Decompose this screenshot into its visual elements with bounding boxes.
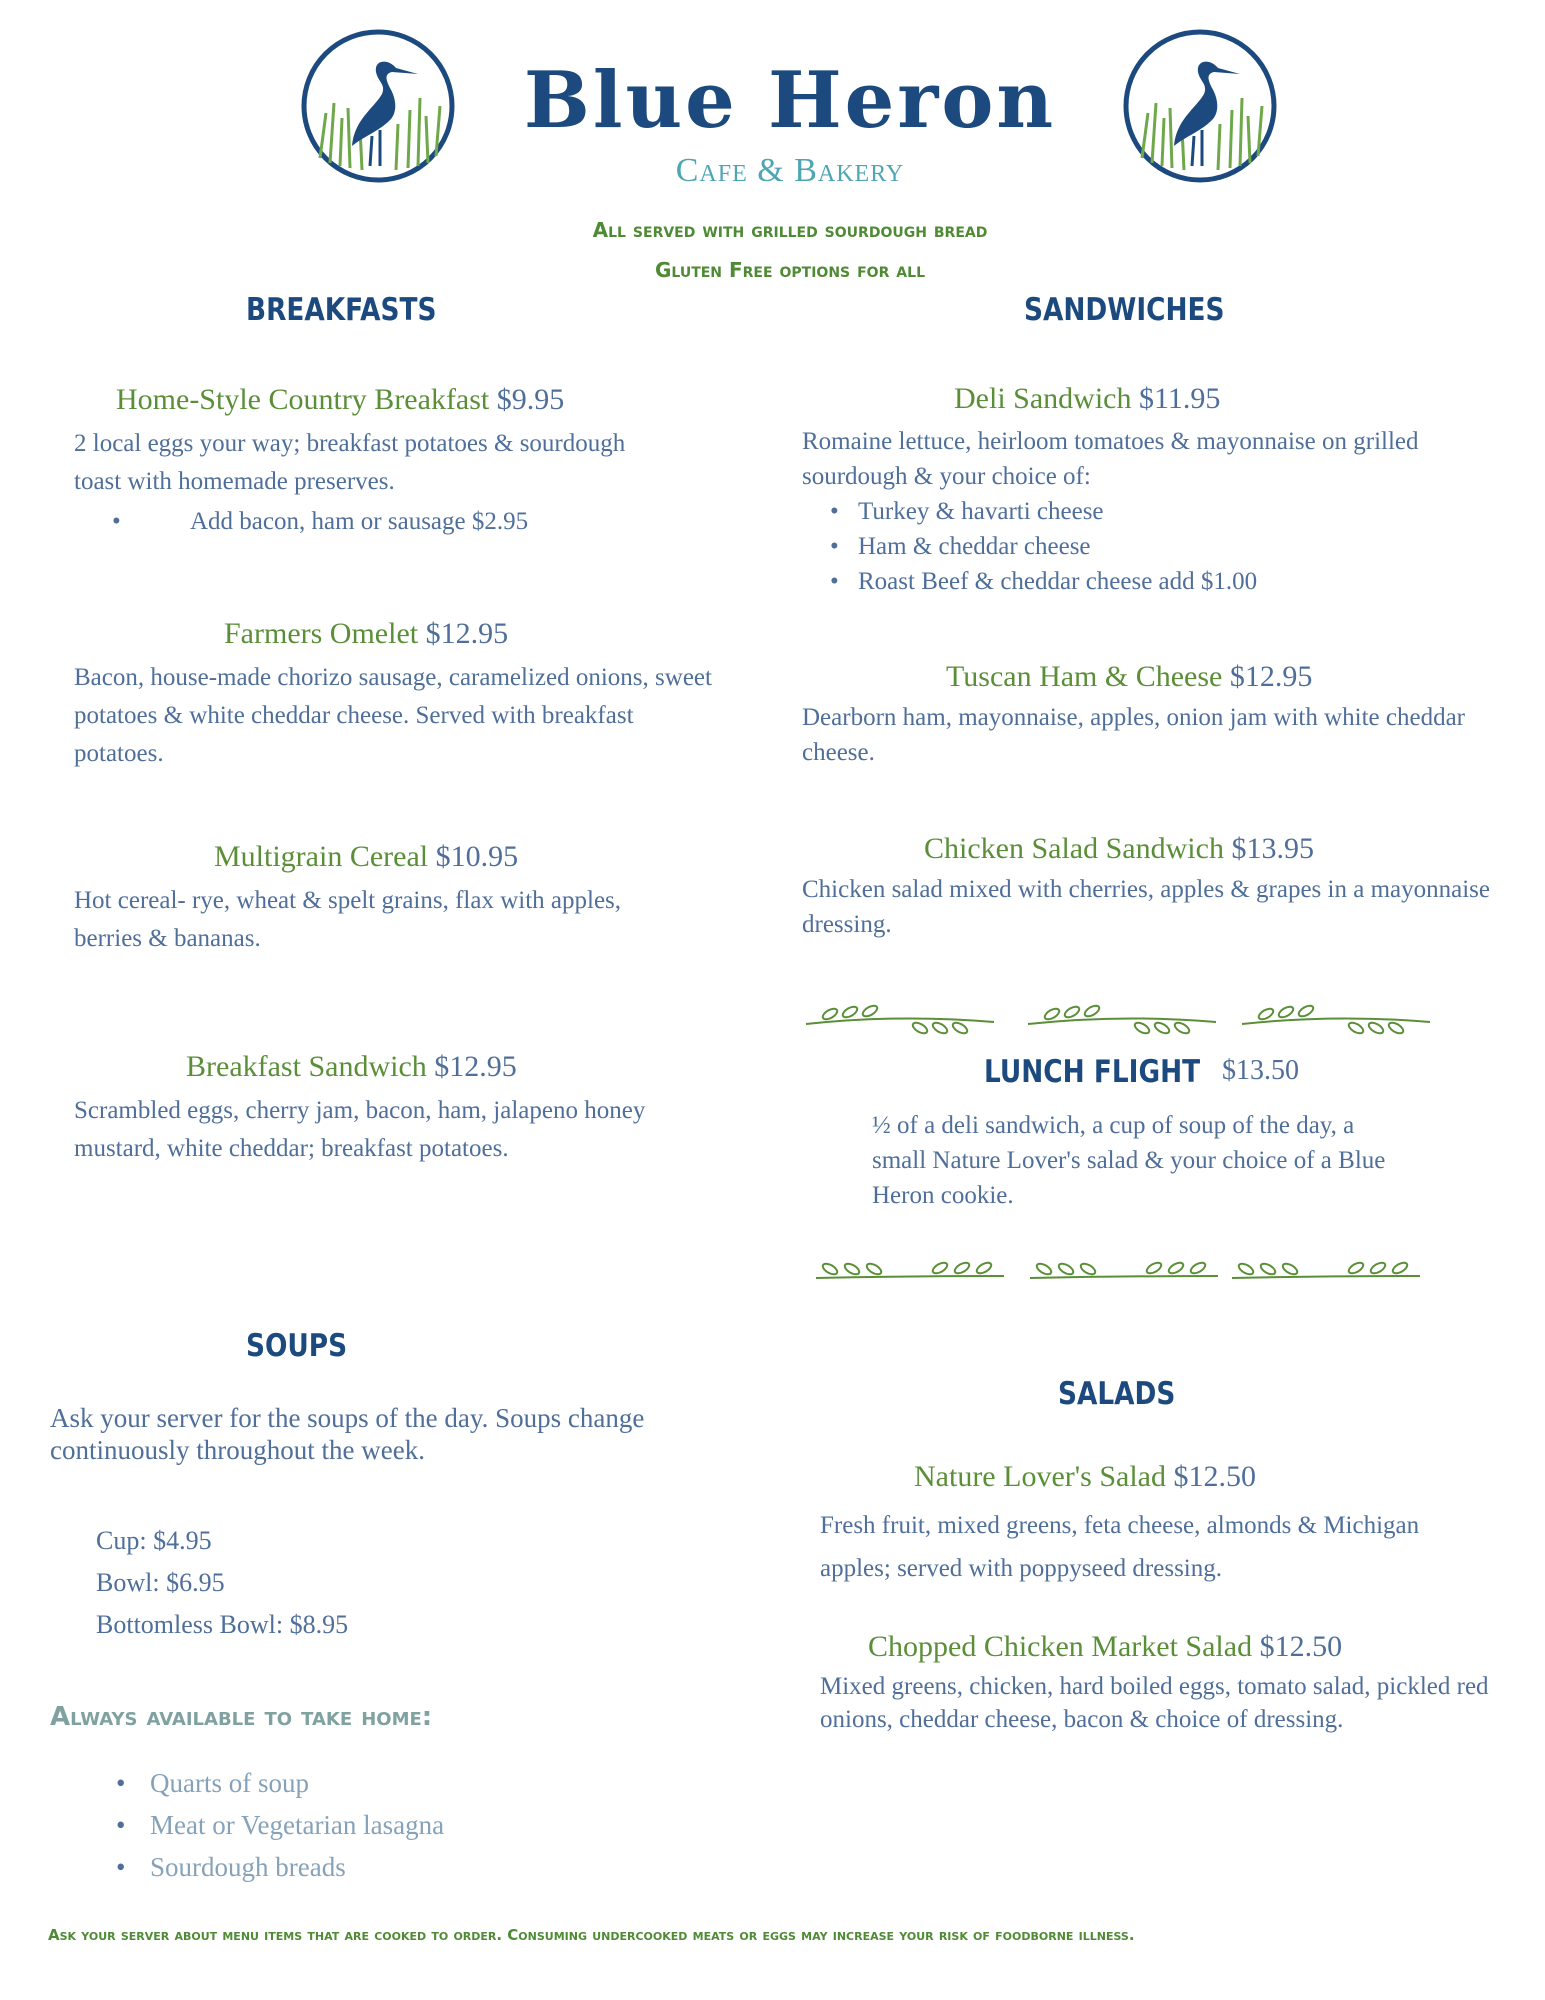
item-description: Hot cereal- rye, wheat & spelt grains, flax with apples, berries & bananas. <box>74 887 622 952</box>
leaf-vine-icon <box>1236 1000 1436 1036</box>
brand-subtitle: Cafe & Bakery <box>675 152 905 189</box>
soup-size-list <box>96 1520 596 1646</box>
soups-heading: SOUPS <box>246 1328 348 1364</box>
item-name: Home-Style Country Breakfast <box>116 383 490 416</box>
soup-size: Bottomless Bowl: $8.95 <box>96 1610 349 1639</box>
item-price: $12.50 <box>1173 1460 1256 1493</box>
lunch-flight-price: $13.50 <box>1222 1055 1299 1086</box>
item-name: Deli Sandwich <box>954 382 1132 415</box>
item-description: Dearborn ham, mayonnaise, apples, onion jam with white cheddar cheese. <box>802 704 1466 766</box>
item-price: $13.95 <box>1231 832 1314 865</box>
item-description: Bacon, house-made chorizo sausage, caramelized onions, sweet potatoes & white cheddar cheese. Served with breakfast potatoes. <box>74 664 712 767</box>
item-price: $9.95 <box>496 383 565 416</box>
tagline-gluten-free: Gluten Free options for all <box>654 258 925 282</box>
leaf-vine-icon <box>1022 1000 1222 1036</box>
item-name: Tuscan Ham & Cheese <box>946 660 1223 693</box>
leaf-vine-icon <box>810 1256 1010 1292</box>
item-price: $12.95 <box>1229 660 1313 693</box>
lunch-flight-heading: LUNCH FLIGHT <box>984 1054 1201 1090</box>
list-item: • Roast Beef & cheddar cheese add $1.00 <box>830 564 1470 599</box>
sandwiches-heading: SANDWICHES <box>1024 292 1225 328</box>
item-price: $12.95 <box>434 1050 517 1083</box>
item-name: Breakfast Sandwich <box>186 1050 427 1083</box>
brand-title: Blue Heron <box>523 55 1057 146</box>
list-item: • Sourdough breads <box>116 1846 716 1888</box>
salad-item-title <box>868 1630 1342 1664</box>
take-home-list <box>116 1762 716 1888</box>
breakfasts-heading: BREAKFASTS <box>246 292 437 328</box>
sandwich-item-title <box>924 832 1314 866</box>
item-price: $12.95 <box>425 617 509 650</box>
leaf-vine-icon <box>800 1000 1000 1036</box>
breakfast-item-title <box>116 383 564 417</box>
heron-logo-icon <box>1122 28 1278 184</box>
list-item: • Add bacon, ham or sausage $2.95 <box>112 503 672 541</box>
item-description: Fresh fruit, mixed greens, feta cheese, almonds & Michigan apples; served with poppyseed dressing. <box>820 1512 1420 1582</box>
breakfast-addon-list <box>112 503 672 541</box>
leaf-vine-icon <box>1226 1256 1426 1292</box>
take-home-heading: Always available to take home: <box>50 1702 433 1732</box>
item-price: $12.50 <box>1259 1630 1343 1663</box>
list-item: • Meat or Vegetarian lasagna <box>116 1804 716 1846</box>
list-item: • Ham & cheddar cheese <box>830 529 1470 564</box>
salads-heading: SALADS <box>1058 1376 1176 1412</box>
footer-disclaimer: Ask your server about menu items that are cooked to order. Consuming undercooked meats or eggs may increase your risk of foodborne illness. <box>48 1926 1135 1944</box>
item-name: Chopped Chicken Market Salad <box>868 1630 1253 1663</box>
item-name: Farmers Omelet <box>224 617 419 650</box>
soup-size: Cup: $4.95 <box>96 1526 212 1555</box>
soup-size: Bowl: $6.95 <box>96 1568 225 1597</box>
leaf-vine-icon <box>1024 1256 1224 1292</box>
item-description: Chicken salad mixed with cherries, apples & grapes in a mayonnaise dressing. <box>802 876 1490 938</box>
list-item: • Turkey & havarti cheese <box>830 494 1470 529</box>
item-description: Mixed greens, chicken, hard boiled eggs, tomato salad, pickled red onions, cheddar cheese, bacon & choice of dressing. <box>820 1673 1489 1733</box>
item-name: Nature Lover's Salad <box>914 1460 1166 1493</box>
sandwich-item-title <box>954 382 1220 416</box>
breakfast-item-title <box>214 840 518 874</box>
soups-description: Ask your server for the soups of the day. Soups change continuously throughout the week. <box>50 1403 645 1465</box>
lunch-flight-description: ½ of a deli sandwich, a cup of soup of the day, a small Nature Lover's salad & your choice of a Blue Heron cookie. <box>872 1112 1386 1209</box>
deli-options-list <box>830 494 1470 599</box>
sandwich-item-title <box>946 660 1312 694</box>
heron-logo-icon <box>300 28 456 184</box>
item-price: $11.95 <box>1138 382 1221 415</box>
breakfast-item-title <box>186 1050 517 1084</box>
salad-item-title <box>914 1460 1256 1494</box>
tagline-bread: All served with grilled sourdough bread <box>592 218 988 242</box>
list-item: • Quarts of soup <box>116 1762 716 1804</box>
item-description: 2 local eggs your way; breakfast potatoes & sourdough toast with homemade preserves. <box>74 430 626 495</box>
item-name: Chicken Salad Sandwich <box>924 832 1224 865</box>
item-description: Scrambled eggs, cherry jam, bacon, ham, jalapeno honey mustard, white cheddar; breakfast potatoes. <box>74 1097 646 1162</box>
breakfast-item-title <box>224 617 508 651</box>
item-price: $10.95 <box>435 840 519 873</box>
item-name: Multigrain Cereal <box>214 840 429 873</box>
item-description: Romaine lettuce, heirloom tomatoes & mayonnaise on grilled sourdough & your choice of: <box>802 428 1419 490</box>
